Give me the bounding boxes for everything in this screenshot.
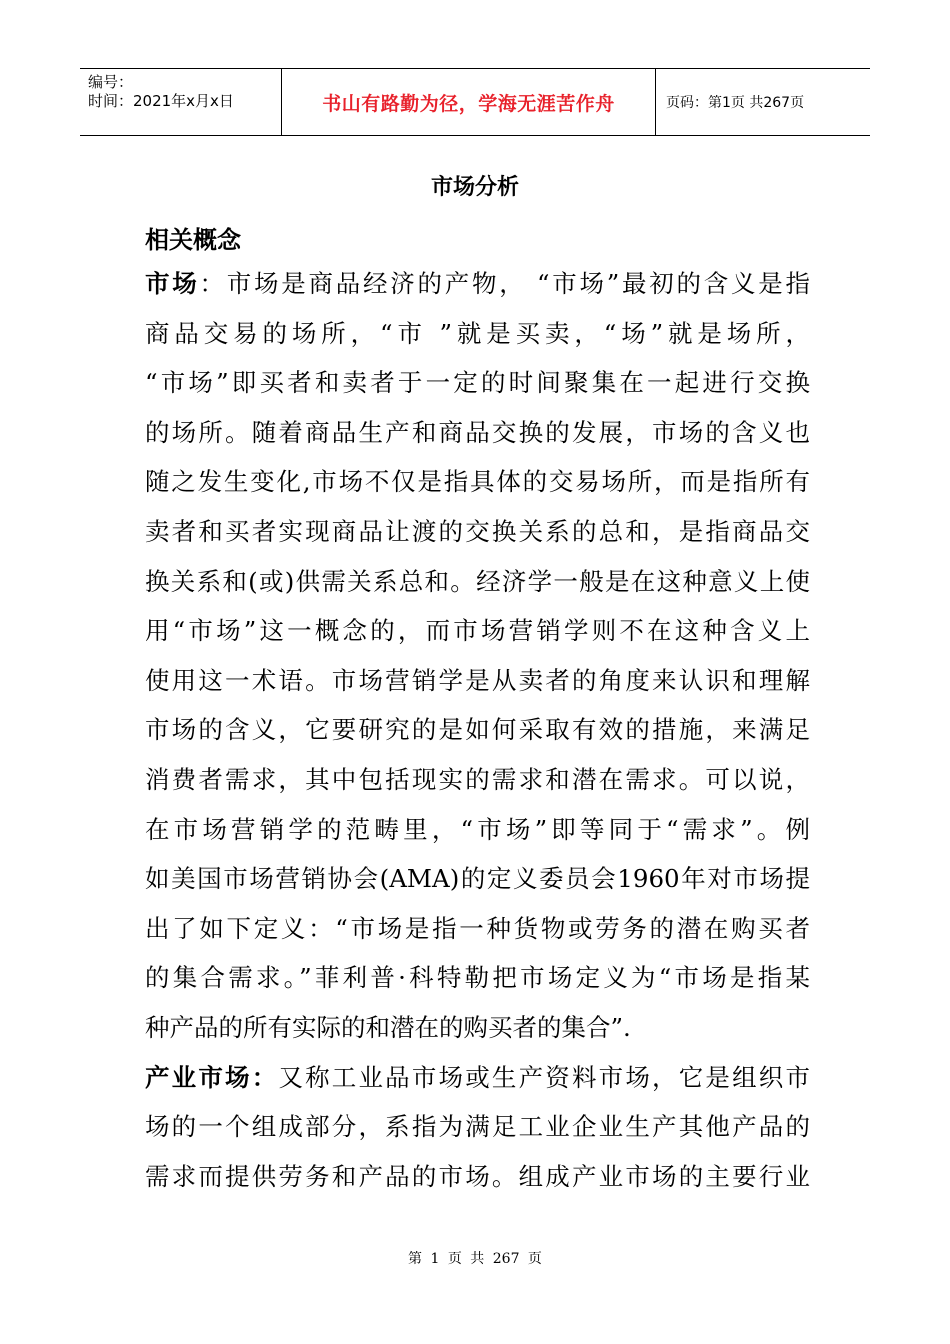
paragraph-line: 种产品的所有实际的和潜在的购买者的集合”. [145, 1012, 631, 1042]
paragraph-line: 用“市场”这一概念的，而市场营销学则不在这种含义上 [145, 616, 810, 646]
paragraph-line: 在市场营销学的范畴里，“市场”即等同于“需求”。例 [145, 814, 810, 844]
paragraph-line: 使用这一术语。市场营销学是从卖者的角度来认识和理解 [145, 665, 810, 695]
header-page-info: 页码：第1页 共267页 [666, 95, 805, 111]
paragraph-line: 消费者需求，其中包括现实的需求和潜在需求。可以说， [145, 764, 810, 794]
paragraph-text: ：市场是商品经济的产物， “市场”最初的含义是指 [199, 269, 810, 298]
document-time-label: 时间：2021年x月x日 [88, 92, 234, 110]
paragraph-line: 市场的含义，它要研究的是如何采取有效的措施，来满足 [145, 715, 810, 745]
paragraph-line [145, 259, 810, 309]
paragraph-line: 需求而提供劳务和产品的市场。组成产业市场的主要行业 [145, 1161, 810, 1191]
paragraph-line: 卖者和买者实现商品让渡的交换关系的总和，是指商品交 [145, 516, 810, 546]
paragraph-line: 商品交易的场所，“市 ”就是买卖，“场”就是场所， [145, 318, 810, 348]
paragraph-text: 又称工业品市场或生产资料市场，它是组织市 [278, 1062, 810, 1092]
term-market: 市场 [145, 269, 200, 298]
paragraph-line: 场的一个组成部分，系指为满足工业企业生产其他产品的 [145, 1112, 810, 1142]
paragraph-line: “市场”即买者和卖者于一定的时间聚集在一起进行交换 [145, 368, 810, 398]
document-number-label: 编号： [88, 73, 134, 91]
term-industrial-market: 产业市场： [145, 1062, 279, 1092]
paragraph-line: 的集合需求。”菲利普·科特勒把市场定义为“市场是指某 [145, 963, 810, 993]
page-header [80, 68, 870, 136]
header-meta-cell [80, 69, 282, 135]
paragraph-line: 如美国市场营销协会(AMA)的定义委员会1960年对市场提 [145, 864, 810, 894]
paragraph-line: 出了如下定义：“市场是指一种货物或劳务的潜在购买者 [145, 913, 810, 943]
document-body [145, 259, 810, 1201]
paragraph-line: 随之发生变化,市场不仅是指具体的交易场所，而是指所有 [145, 467, 810, 497]
document-title: 市场分析 [430, 175, 519, 200]
section-heading: 相关概念 [145, 226, 241, 254]
paragraph-line: 的场所。随着商品生产和商品交换的发展，市场的含义也 [145, 417, 810, 447]
header-motto: 书山有路勤为径，学海无涯苦作舟 [282, 69, 656, 135]
paragraph-line: 换关系和(或)供需关系总和。经济学一般是在这种意义上使 [145, 566, 810, 596]
page-footer: 第 1 页 共 267 页 [408, 1251, 542, 1267]
paragraph-line [145, 1053, 810, 1103]
